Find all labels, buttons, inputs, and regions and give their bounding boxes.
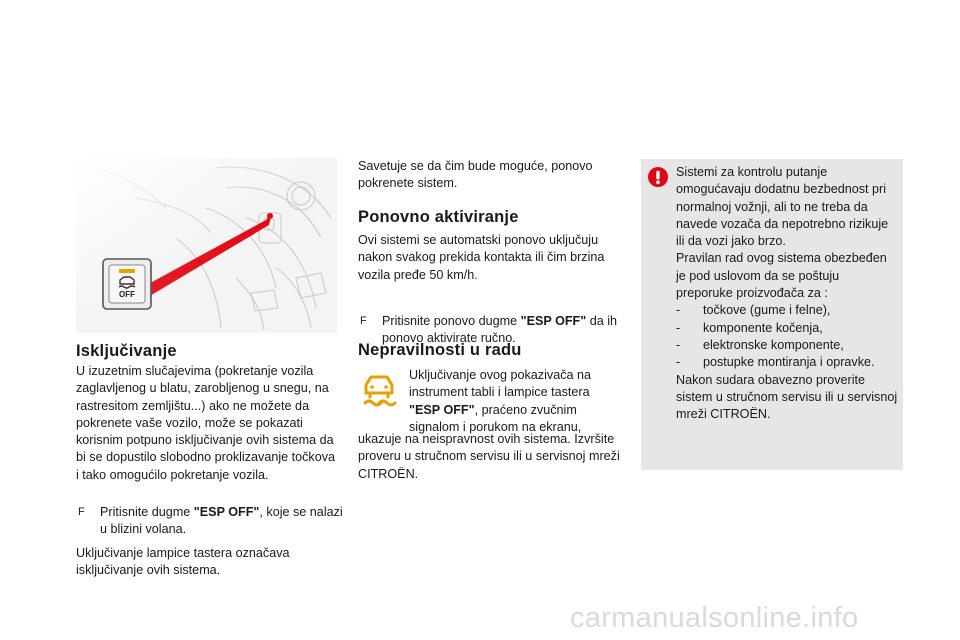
warning-paragraph-1: Sistemi za kontrolu putanje omogućavaju dodatnu bezbednost pri normalnoj vožnji, ali to ne treba da navede vozača da nepotrebno rizikuje ili da vozi jako brzo.	[676, 165, 889, 249]
col1-bullet-press-esp-off: F Pritisnite dugme "ESP OFF", koje se nalazi u blizini volana.	[78, 505, 343, 537]
watermark: carmanualsonline.info	[570, 602, 859, 634]
col2-fault-text: Uključivanje ovog pokazivača na instrument tabli i lampice tastera "ESP OFF", praćeno zvučnim signalom i porukom na ekranu,	[409, 368, 592, 434]
heading-ponovno-aktiviranje: Ponovno aktiviranje	[358, 208, 519, 226]
warning-list-item: - elektronske komponente,	[676, 337, 844, 352]
heading-nepravilnosti-u-radu: Nepravilnosti u radu	[358, 341, 522, 359]
warning-list-item: - točkove (gume i felne),	[676, 303, 831, 318]
col1-paragraph-2: Uključivanje lampice tastera označava isključivanje ovih sistema.	[76, 546, 290, 578]
col1-paragraph-1: U izuzetnim slučajevima (pokretanje vozila zaglavljenog u blatu, zarobljenog u snegu, na rastresitom zemljištu...) ako ne možete da pokrenete vaše vozilo, može se pokazati korisnim potpuno isključivanje ovih sistema da bi se dopustilo slobodno proklizavanje točkova i tako omogućilo pokretanje vozila.	[76, 364, 336, 482]
bullet-marker: F	[360, 314, 367, 327]
heading-iskljucivanje: Isključivanje	[76, 342, 177, 360]
exclamation-icon	[648, 167, 668, 187]
col2-fault-continued: ukazuje na neispravnost ovih sistema. Izvršite proveru u stručnom servisu ili u servisnoj mreži CITROËN.	[358, 432, 620, 481]
esp-warning-icon	[359, 370, 399, 408]
warning-list-item: - komponente kočenja,	[676, 320, 823, 335]
esp-off-button-label: OFF	[119, 290, 135, 299]
warning-paragraph-2: Pravilan rad ovog sistema obezbeđen je pod uslovom da se poštuju preporuke proizvođača za :	[676, 251, 887, 301]
col2-intro: Savetuje se da čim bude moguće, ponovo pokrenete sistem.	[358, 159, 593, 191]
warning-paragraph-3: Nakon sudara obavezno proverite sistem u stručnom servisu ili u servisnoj mreži CITROËN.	[676, 372, 898, 422]
col2-paragraph-1: Ovi sistemi se automatski ponovo uključuju nakon svakog prekida kontakta ili čim brzina vozila pređe 50 km/h.	[358, 233, 605, 282]
bullet-marker: F	[78, 506, 85, 518]
warning-list-item: - postupke montiranja i opravke.	[676, 355, 875, 370]
warning-text	[676, 164, 898, 423]
esp-off-button[interactable]	[102, 258, 152, 310]
col2-bullet-reactivate: F Pritisnite ponovo dugme "ESP OFF" da ih ponovo aktivirate ručno.	[360, 313, 618, 345]
